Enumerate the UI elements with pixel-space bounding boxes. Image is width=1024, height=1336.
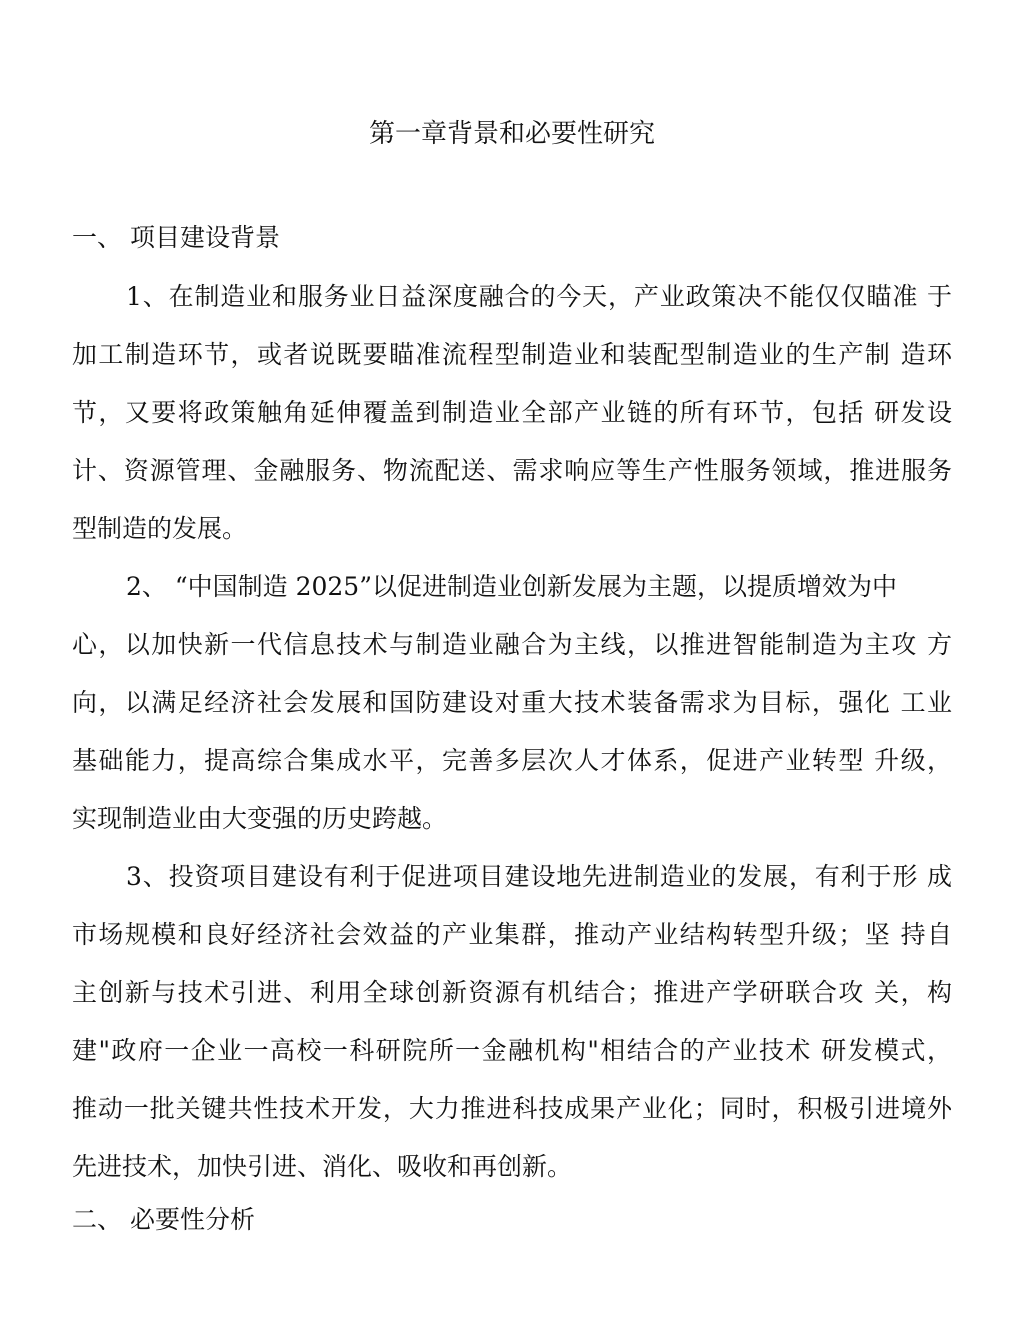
chapter-title: 第一章背景和必要性研究 bbox=[368, 119, 655, 149]
section-heading-necessity: 二、 必要性分析 bbox=[72, 1205, 255, 1234]
paragraph-line: 基础能力，提高综合集成水平，完善多层次人才体系，促进产业转型 升级， bbox=[72, 746, 952, 775]
paragraph-2 bbox=[72, 558, 952, 848]
paragraph-line: 建"政府一企业一高校一科研院所一金融机构"相结合的产业技术 研发模式， bbox=[72, 1036, 952, 1065]
paragraph-line: 2、 “中国制造 2025”以促进制造业创新发展为主题，以提质增效为中 bbox=[126, 572, 897, 601]
paragraph-line: 节，又要将政策触角延伸覆盖到制造业全部产业链的所有环节，包括 研发设 bbox=[72, 398, 952, 427]
paragraph-1 bbox=[72, 268, 952, 558]
paragraph-line: 向，以满足经济社会发展和国防建设对重大技术装备需求为目标，强化 工业 bbox=[72, 688, 952, 717]
paragraph-line: 实现制造业由大变强的历史跨越。 bbox=[72, 804, 448, 833]
paragraph-line: 推动一批关键共性技术开发，大力推进科技成果产业化；同时，积极引进境外 bbox=[72, 1094, 952, 1123]
paragraph-line: 心，以加快新一代信息技术与制造业融合为主线，以推进智能制造为主攻 方 bbox=[72, 630, 952, 659]
paragraph-line: 加工制造环节，或者说既要瞄准流程型制造业和装配型制造业的生产制 造环 bbox=[72, 340, 952, 369]
paragraph-line: 3、投资项目建设有利于促进项目建设地先进制造业的发展，有利于形 成 bbox=[126, 862, 952, 891]
paragraph-line: 主创新与技术引进、利用全球创新资源有机结合；推进产学研联合攻 关，构 bbox=[72, 978, 952, 1007]
paragraph-3 bbox=[72, 848, 952, 1196]
paragraph-line: 型制造的发展。 bbox=[72, 514, 248, 543]
paragraph-line: 1、在制造业和服务业日益深度融合的今天，产业政策决不能仅仅瞄准 于 bbox=[126, 282, 952, 311]
paragraph-line: 市场规模和良好经济社会效益的产业集群，推动产业结构转型升级；坚 持自 bbox=[72, 920, 952, 949]
paragraph-line: 先进技术，加快引进、消化、吸收和再创新。 bbox=[72, 1152, 573, 1181]
paragraph-line: 计、资源管理、金融服务、物流配送、需求响应等生产性服务领域，推进服务 bbox=[72, 456, 952, 485]
section-heading-background: 一、 项目建设背景 bbox=[72, 223, 280, 252]
